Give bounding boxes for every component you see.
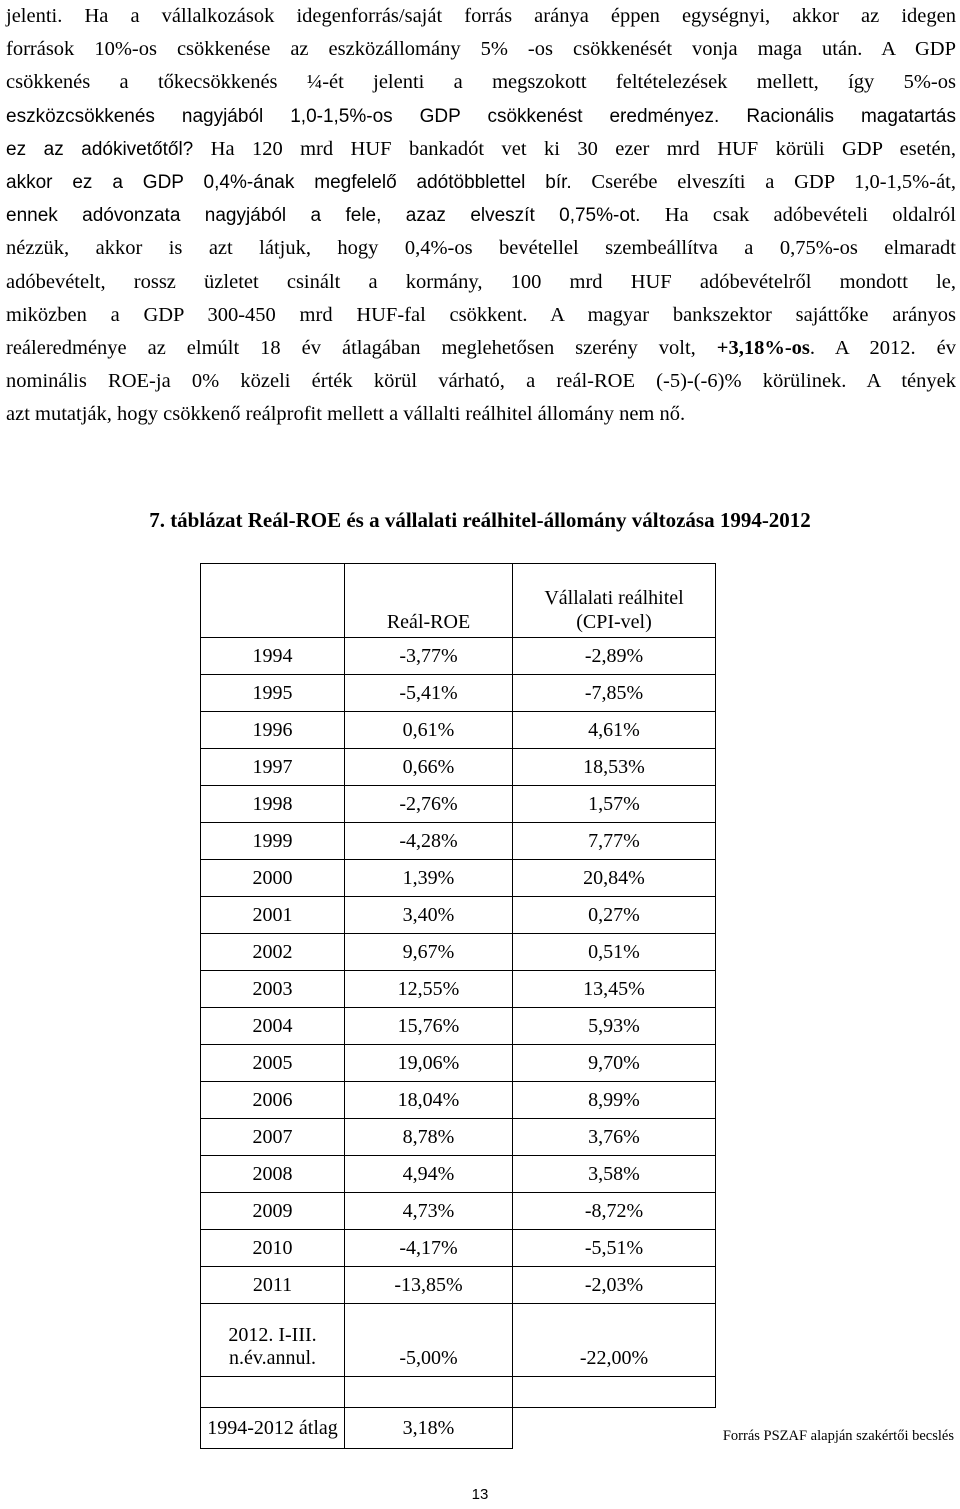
loan-cell: -5,51% [513, 1230, 716, 1267]
roe-cell: 18,04% [345, 1082, 513, 1119]
roe-cell: 4,73% [345, 1193, 513, 1230]
loan-cell: 0,27% [513, 897, 716, 934]
table-row [201, 1119, 716, 1156]
text-run: Ha 120 mrd HUF bankadót vet ki 30 ezer mrd HUF körüli GDP esetén, [193, 137, 956, 160]
header-loan-line1: Vállalati reálhitel [544, 587, 684, 609]
table-row-average [201, 1408, 716, 1449]
year-cell: 1997 [201, 749, 345, 786]
roe-cell: 0,61% [345, 712, 513, 749]
roe-cell: 3,40% [345, 897, 513, 934]
loan-cell: 8,99% [513, 1082, 716, 1119]
header-roe: Reál-ROE [345, 564, 513, 638]
empty-cell [513, 1408, 716, 1449]
loan-cell: 18,53% [513, 749, 716, 786]
roe-cell: 8,78% [345, 1119, 513, 1156]
year-cell: 2003 [201, 971, 345, 1008]
empty-cell [513, 1377, 716, 1408]
roe-cell: 19,06% [345, 1045, 513, 1082]
loan-cell: -2,03% [513, 1267, 716, 1304]
table-row-annualized [201, 1304, 716, 1377]
average-label-cell: 1994-2012 átlag [201, 1408, 345, 1449]
text-line: miközben a GDP 300-450 mrd HUF-fal csökkent. A magyar bankszektor sajáttőke arányos [6, 303, 956, 326]
text-line: adóbevételt, rossz üzletet csinált a kormány, 100 mrd HUF adóbevételről mondott le, [6, 270, 956, 293]
table-row [201, 1156, 716, 1193]
text-line: eszközcsökkenés nagyjából 1,0-1,5%-os GDP csökkenést eredményez. Racionális magatartás [6, 105, 956, 127]
empty-cell [345, 1377, 513, 1408]
text-line: nominális ROE-ja 0% közeli érték körül várható, a reál-ROE (-5)-(-6)% körülinek. A tények [6, 370, 956, 393]
text-run: Cserébe elveszíti a GDP 1,0-1,5%-át, [571, 171, 956, 194]
year-cell: 2002 [201, 934, 345, 971]
roe-cell: 4,94% [345, 1156, 513, 1193]
emphasis-value: +3,18%-os [716, 337, 810, 360]
roe-loan-table [200, 563, 716, 1449]
page-number: 13 [471, 1486, 489, 1503]
year-cell [201, 1304, 345, 1377]
loan-cell: 4,61% [513, 712, 716, 749]
table-row [201, 786, 716, 823]
table-row [201, 934, 716, 971]
roe-cell: -2,76% [345, 786, 513, 823]
text-line: csökkenés a tőkecsökkenés ¼-ét jelenti a megszokott feltételezések mellett, így 5%-os [6, 71, 956, 94]
table-row [201, 675, 716, 712]
table-row [201, 1230, 716, 1267]
table-caption: 7. táblázat Reál-ROE és a vállalati reálhitel-állomány változása 1994-2012 [149, 508, 811, 532]
loan-cell: 20,84% [513, 860, 716, 897]
text-line: források 10%-os csökkenése az eszközállomány 5% -os csökkenését vonja maga után. A GDP [6, 38, 956, 61]
loan-cell: 0,51% [513, 934, 716, 971]
table-row [201, 860, 716, 897]
table-row [201, 749, 716, 786]
table-row [201, 638, 716, 675]
text-line [6, 199, 956, 232]
loan-cell: -22,00% [513, 1304, 716, 1377]
loan-cell: 9,70% [513, 1045, 716, 1082]
text-run: ennek adóvonzata nagyjából a fele, azaz elveszít 0,75%-ot. [6, 205, 641, 227]
roe-cell: 9,67% [345, 934, 513, 971]
loan-cell: 3,76% [513, 1119, 716, 1156]
year-cell: 2001 [201, 897, 345, 934]
year-cell: 1998 [201, 786, 345, 823]
year-cell: 2010 [201, 1230, 345, 1267]
table-row [201, 897, 716, 934]
table-row [201, 823, 716, 860]
loan-cell: -7,85% [513, 675, 716, 712]
table-spacer-row [201, 1377, 716, 1408]
text-run: ez az adókivetőtől? [6, 138, 194, 160]
header-year [201, 564, 345, 638]
average-roe-cell: 3,18% [345, 1408, 513, 1449]
roe-cell: -13,85% [345, 1267, 513, 1304]
year-line1: 2012. I-III. [228, 1324, 317, 1346]
roe-cell: 12,55% [345, 971, 513, 1008]
year-cell: 2005 [201, 1045, 345, 1082]
year-cell: 2006 [201, 1082, 345, 1119]
roe-cell: -4,28% [345, 823, 513, 860]
text-run: Ha csak adóbevételi oldalról [640, 204, 956, 227]
loan-cell: 5,93% [513, 1008, 716, 1045]
loan-cell: -2,89% [513, 638, 716, 675]
year-cell: 2004 [201, 1008, 345, 1045]
text-line: jelenti. Ha a vállalkozások idegenforrás/saját forrás aránya éppen egységnyi, akkor az idegen [6, 5, 956, 27]
table-row [201, 1008, 716, 1045]
body-paragraph [6, 0, 956, 432]
roe-cell: 1,39% [345, 860, 513, 897]
roe-cell: -3,77% [345, 638, 513, 675]
loan-cell: 13,45% [513, 971, 716, 1008]
text-run: reáleredménye az elmúlt 18 év átlagában meglehetősen szerény volt, [6, 337, 717, 360]
year-line2: n.év.annul. [228, 1347, 316, 1369]
year-cell: 1994 [201, 638, 345, 675]
table-row [201, 1267, 716, 1304]
year-cell: 2007 [201, 1119, 345, 1156]
table-row [201, 1045, 716, 1082]
source-note: Forrás PSZAF alapján szakértői becslés [722, 1428, 954, 1444]
text-run: akkor ez a GDP 0,4%-ának megfelelő adótöbblettel bír. [6, 172, 572, 194]
year-cell: 2011 [201, 1267, 345, 1304]
text-line [6, 133, 956, 166]
header-loan-line2: (CPI-vel) [576, 611, 652, 633]
empty-cell [201, 1377, 345, 1408]
year-cell: 1995 [201, 675, 345, 712]
text-run: . A 2012. év [809, 337, 956, 360]
text-line [6, 332, 956, 365]
text-line: azt mutatják, hogy csökkenő reálprofit mellett a vállalti reálhitel állomány nem nő. [6, 403, 686, 426]
table-row [201, 1193, 716, 1230]
table-header-row [201, 564, 716, 638]
header-loan [513, 564, 716, 638]
loan-cell: 3,58% [513, 1156, 716, 1193]
text-line: nézzük, akkor is azt látjuk, hogy 0,4%-os bevétellel szembeállítva a 0,75%-os elmaradt [6, 237, 956, 260]
roe-cell: -5,41% [345, 675, 513, 712]
roe-cell: -5,00% [345, 1304, 513, 1377]
roe-cell: 15,76% [345, 1008, 513, 1045]
year-cell: 2009 [201, 1193, 345, 1230]
table-row [201, 1082, 716, 1119]
year-cell: 1996 [201, 712, 345, 749]
text-line [6, 166, 956, 199]
year-cell: 1999 [201, 823, 345, 860]
table-row [201, 971, 716, 1008]
table-row [201, 712, 716, 749]
year-cell: 2000 [201, 860, 345, 897]
roe-cell: -4,17% [345, 1230, 513, 1267]
roe-cell: 0,66% [345, 749, 513, 786]
loan-cell: -8,72% [513, 1193, 716, 1230]
year-cell: 2008 [201, 1156, 345, 1193]
loan-cell: 1,57% [513, 786, 716, 823]
loan-cell: 7,77% [513, 823, 716, 860]
